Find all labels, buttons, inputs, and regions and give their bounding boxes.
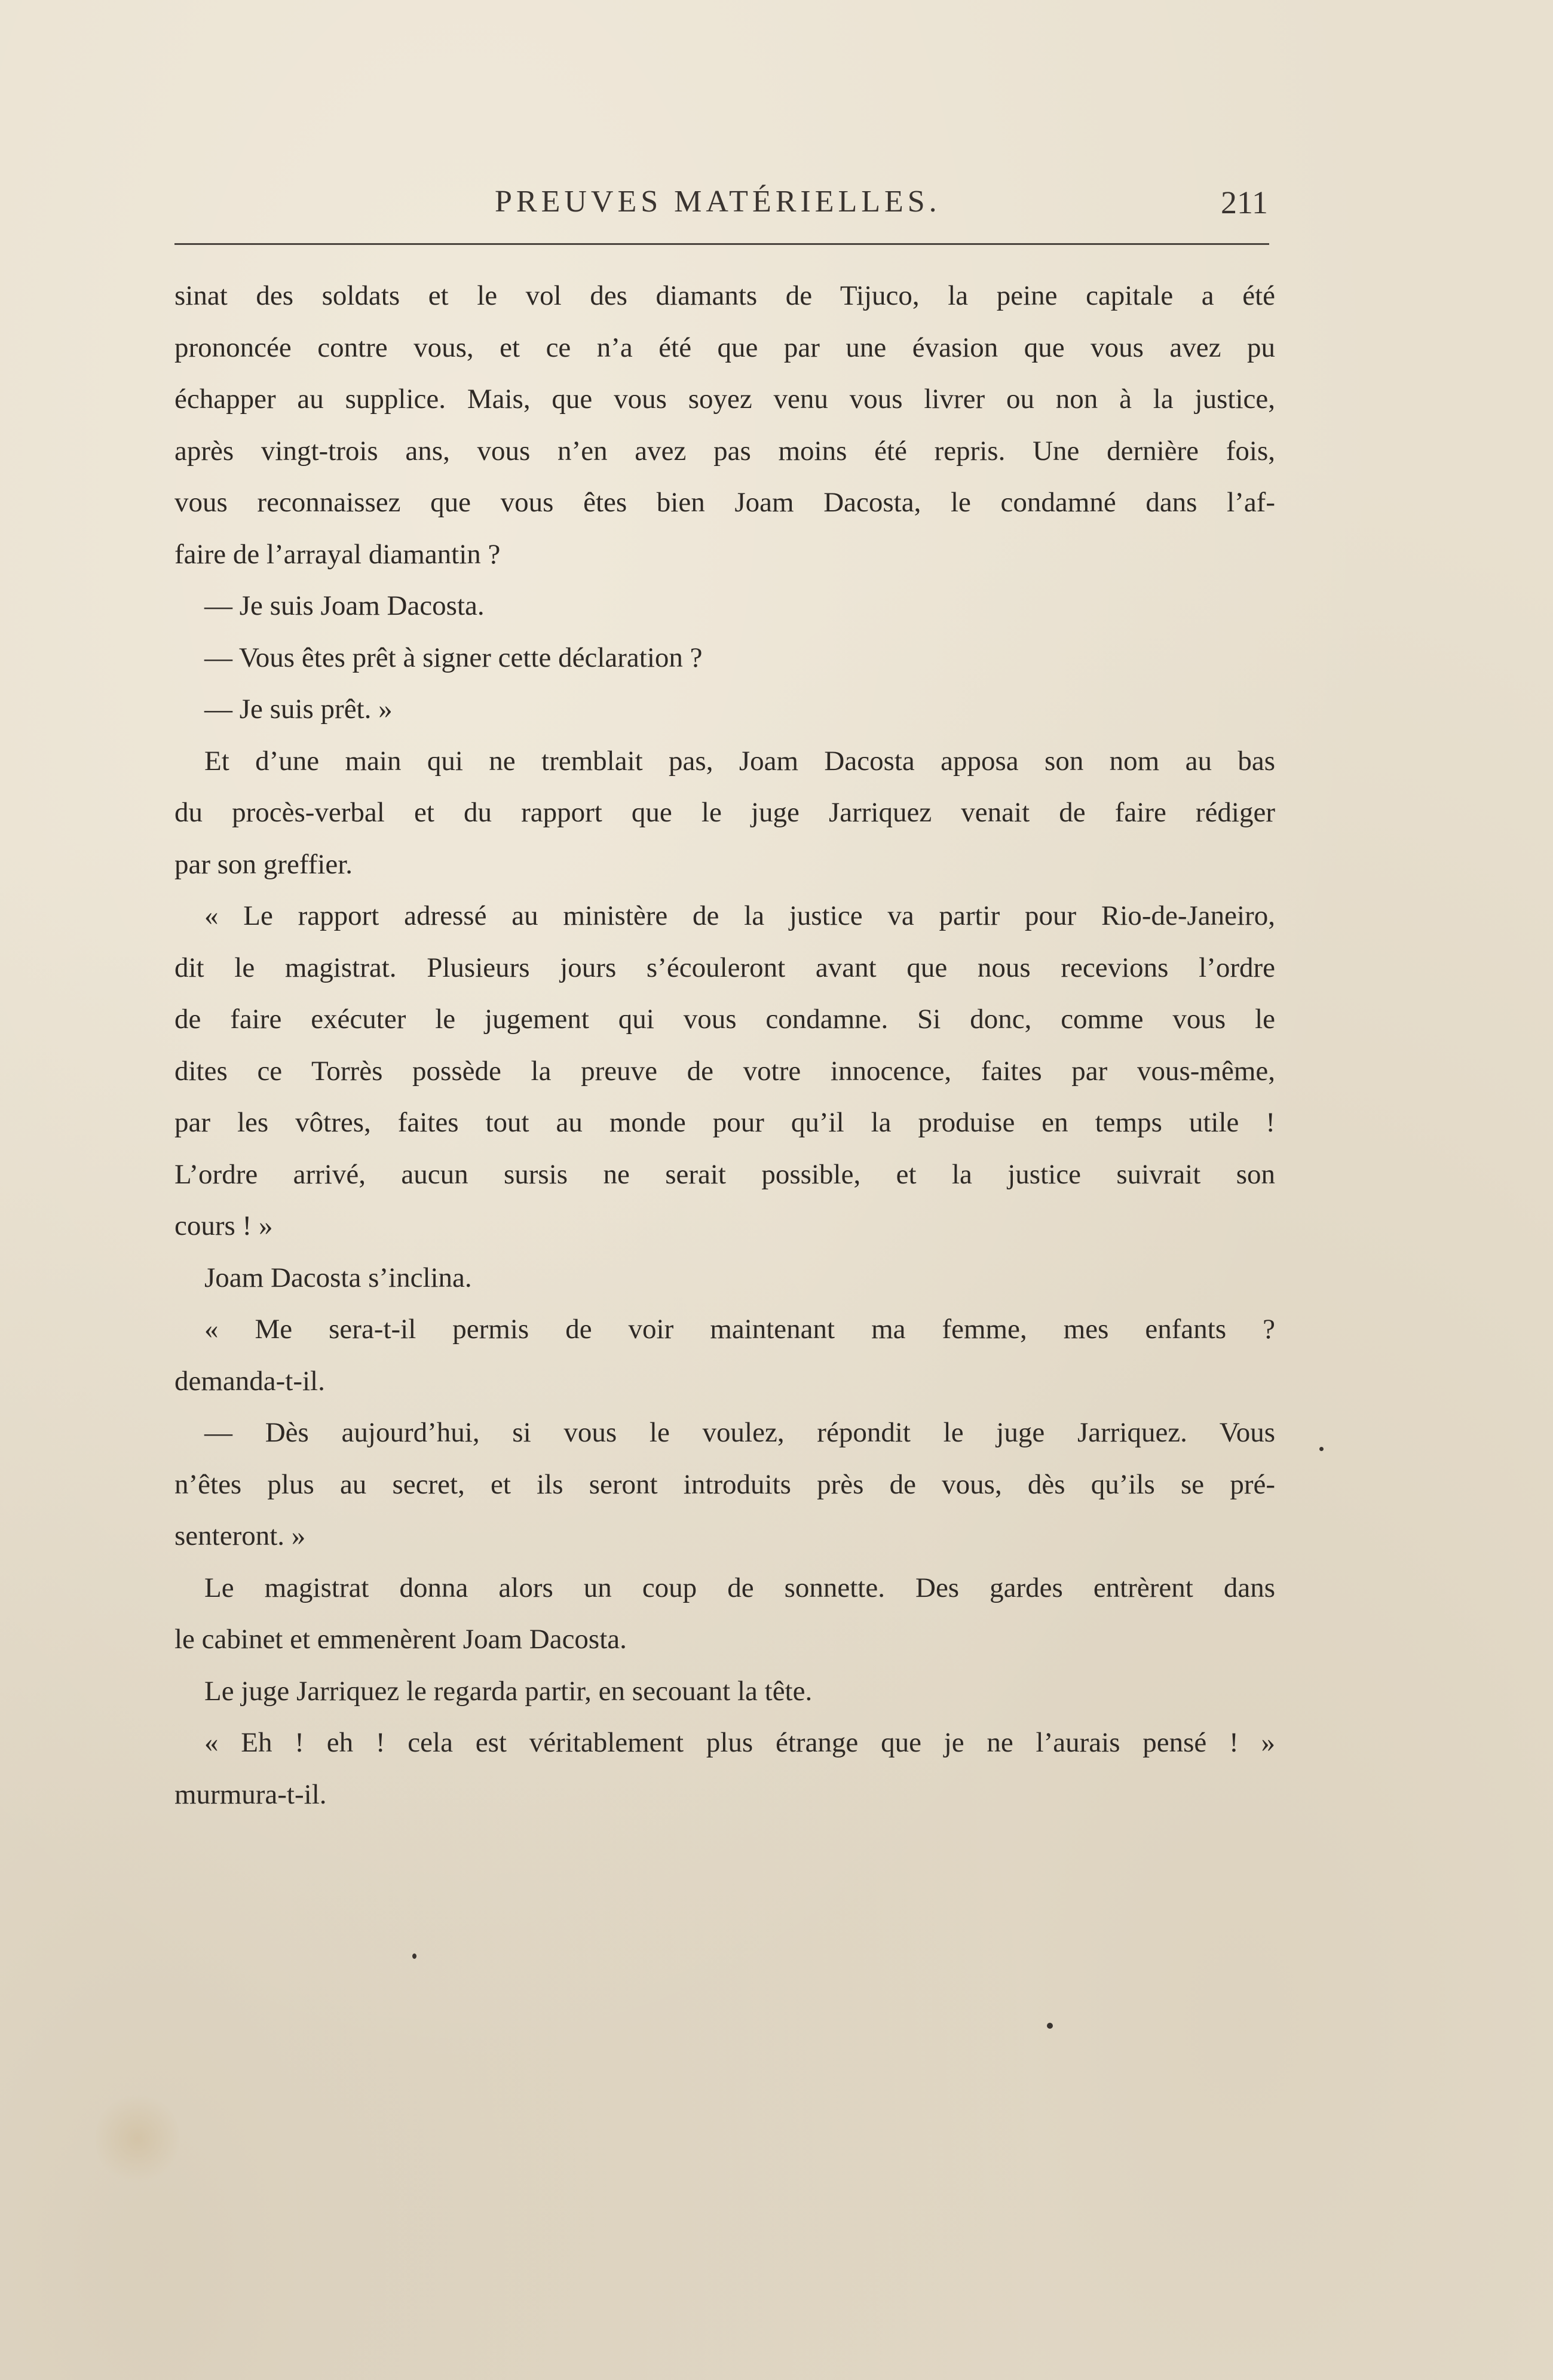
text-line: par les vôtres, faites tout au monde pour qu’il la produise en temps utile ! xyxy=(174,1107,1275,1138)
running-title: PREUVES MATÉRIELLES. xyxy=(495,185,941,219)
text-line: — Je suis Joam Dacosta. xyxy=(204,590,485,621)
header-rule xyxy=(174,243,1269,245)
text-line: dit le magistrat. Plusieurs jours s’écouleront avant que nous recevions l’ordre xyxy=(174,952,1275,983)
text-line: après vingt-trois ans, vous n’en avez pas moins été repris. Une dernière fois, xyxy=(174,435,1275,467)
text-line: de faire exécuter le jugement qui vous condamne. Si donc, comme vous le xyxy=(174,1004,1275,1035)
text-line: « Me sera-t-il permis de voir maintenant ma femme, mes enfants ? xyxy=(204,1314,1275,1345)
page-header xyxy=(174,179,1274,227)
text-line: Le magistrat donna alors un coup de sonnette. Des gardes entrèrent dans xyxy=(204,1572,1275,1603)
text-line: — Vous êtes prêt à signer cette déclaration ? xyxy=(204,642,703,673)
ink-speck xyxy=(412,1953,416,1959)
page-number: 211 xyxy=(1221,185,1268,220)
text-line: vous reconnaissez que vous êtes bien Joam Dacosta, le condamné dans l’af- xyxy=(174,487,1275,518)
body-text xyxy=(174,270,1275,1820)
text-line: — Dès aujourd’hui, si vous le voulez, répondit le juge Jarriquez. Vous xyxy=(204,1417,1275,1448)
paper-stain xyxy=(96,2091,179,2186)
text-line: du procès-verbal et du rapport que le juge Jarriquez venait de faire rédiger xyxy=(174,797,1275,828)
text-line: dites ce Torrès possède la preuve de votre innocence, faites par vous-même, xyxy=(174,1055,1275,1087)
text-line: prononcée contre vous, et ce n’a été que par une évasion que vous avez pu xyxy=(174,332,1275,363)
text-line: Joam Dacosta s’inclina. xyxy=(204,1262,472,1293)
text-line: murmura-t-il. xyxy=(174,1778,327,1810)
text-line: cours ! » xyxy=(174,1210,273,1241)
text-line: faire de l’arrayal diamantin ? xyxy=(174,538,501,570)
text-line: senteront. » xyxy=(174,1520,306,1551)
text-line: « Le rapport adressé au ministère de la justice va partir pour Rio-de-Janeiro, xyxy=(204,900,1275,931)
text-line: échapper au supplice. Mais, que vous soyez venu vous livrer ou non à la justice, xyxy=(174,384,1275,415)
text-line: n’êtes plus au secret, et ils seront introduits près de vous, dès qu’ils se pré- xyxy=(174,1468,1275,1500)
text-line: sinat des soldats et le vol des diamants de Tijuco, la peine capitale a été xyxy=(174,280,1275,311)
text-line: Et d’une main qui ne tremblait pas, Joam Dacosta apposa son nom au bas xyxy=(204,745,1275,777)
text-line: le cabinet et emmenèrent Joam Dacosta. xyxy=(174,1624,627,1655)
text-line: « Eh ! eh ! cela est véritablement plus étrange que je ne l’aurais pensé ! » xyxy=(204,1727,1275,1758)
text-line: demanda-t-il. xyxy=(174,1365,325,1397)
text-line: Le juge Jarriquez le regarda partir, en secouant la tête. xyxy=(204,1675,813,1707)
text-line: par son greffier. xyxy=(174,848,353,880)
text-line: — Je suis prêt. » xyxy=(204,694,393,725)
ink-speck xyxy=(1047,2023,1053,2029)
text-line: L’ordre arrivé, aucun sursis ne serait possible, et la justice suivrait son xyxy=(174,1158,1275,1190)
ink-speck xyxy=(1319,1447,1324,1451)
